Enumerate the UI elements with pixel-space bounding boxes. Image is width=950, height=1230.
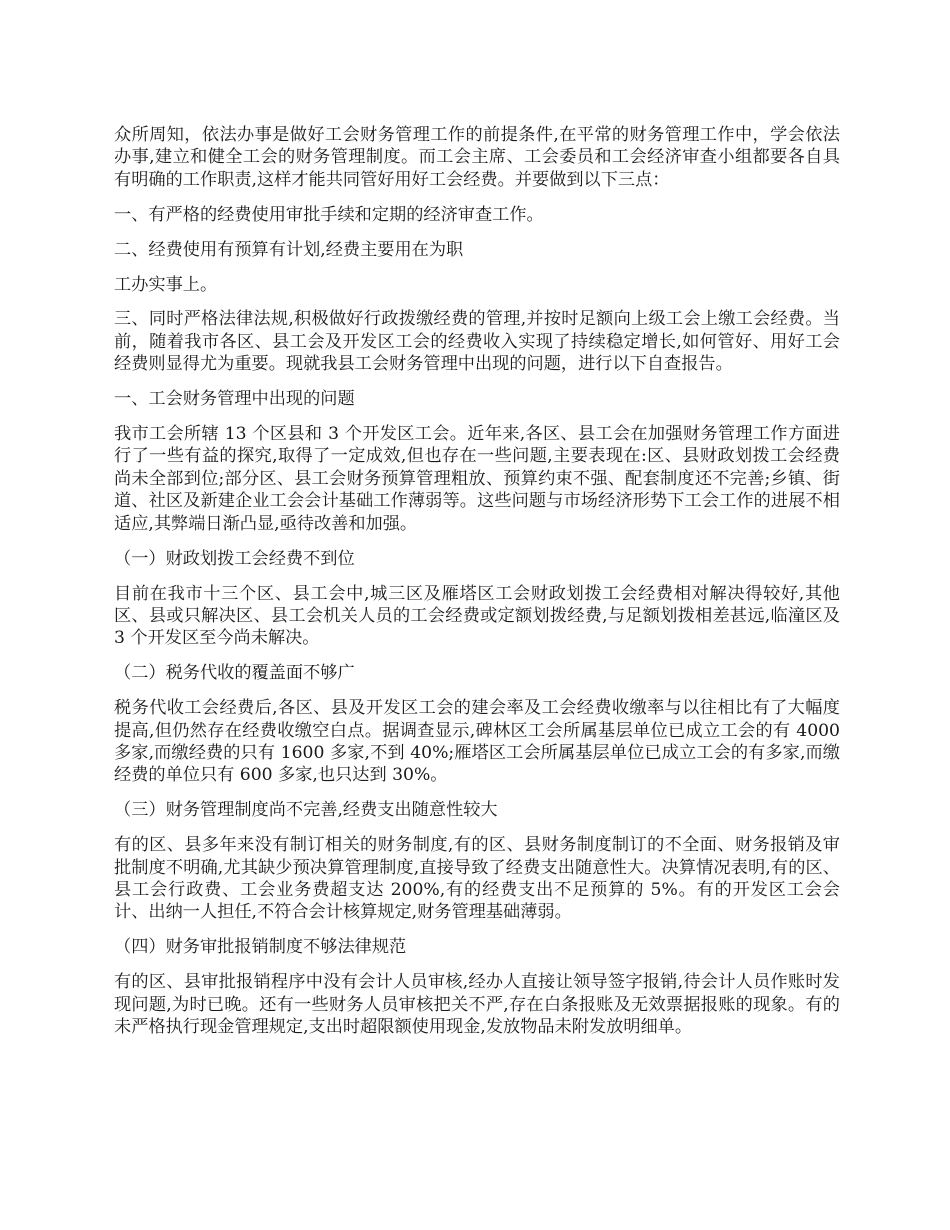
- point-one: 一、有严格的经费使用审批手续和定期的经济审查工作。: [114, 204, 544, 225]
- subheading-3: （三）财务管理制度尚不完善,经费支出随意性较大: [114, 800, 498, 821]
- point-two-continued: 工办实事上。: [114, 274, 218, 295]
- subheading-2: （二）税务代收的覆盖面不够广: [114, 663, 355, 684]
- problems-overview-paragraph: 我市工会所辖 13 个区县和 3 个开发区工会。近年来,各区、县工会在加强财务管理工作方面进行了一些有益的探究,取得了一定成效,但也存在一些问题,主要表现在:区、县财政划拨工会经费尚未全部到位;部分区、县工会财务预算管理粗放、预算约束不强、配套制度还不完善;乡镇、街道、社区及新建企业工会会计基础工作薄弱等。这些问题与市场经济形势下工会工作的进展不相适应,其弊端日渐凸显,亟待改善和加强。: [114, 424, 840, 534]
- document-body: [114, 124, 840, 1051]
- subsection-3-paragraph: 有的区、县多年来没有制订相关的财务制度,有的区、县财务制度制订的不全面、财务报销及审批制度不明确,尤其缺少预决算管理制度,直接导致了经费支出随意性大。决算情况表明,有的区、县工会行政费、工会业务费超支达 200%,有的经费支出不足预算的 5%。有的开发区工会会计、出纳一人担任,不符合会计核算规定,财务管理基础薄弱。: [114, 835, 840, 923]
- subsection-4-paragraph: 有的区、县审批报销程序中没有会计人员审核,经办人直接让领导签字报销,待会计人员作账时发现问题,为时已晚。还有一些财务人员审核把关不严,存在白条报账及无效票据报账的现象。有的未严格执行现金管理规定,支出时超限额使用现金,发放物品未附发放明细单。: [114, 972, 840, 1037]
- subsection-2-paragraph: 税务代收工会经费后,各区、县及开发区工会的建会率及工会经费收缴率与以往相比有了大幅度提高,但仍然存在经费收缴空白点。据调查显示,碑林区工会所属基层单位已成立工会的有 4000 多家,而缴经费的只有 1600 多家,不到 40%;雁塔区工会所属基层单位已成立工会的有多家,而缴经费的单位只有 600 多家,也只达到 30%。: [114, 698, 840, 786]
- section-heading-problems: 一、工会财务管理中出现的问题: [114, 389, 355, 410]
- point-two: 二、经费使用有预算有计划,经费主要用在为职: [114, 239, 464, 260]
- subheading-1: （一）财政划拨工会经费不到位: [114, 548, 355, 569]
- point-three: 三、同时严格法律法规,积极做好行政拨缴经费的管理,并按时足额向上级工会上缴工会经费。当前，随着我市各区、县工会及开发区工会的经费收入实现了持续稳定增长,如何管好、用好工会经费则显得尤为重要。现就我县工会财务管理中出现的问题，进行以下自查报告。: [114, 309, 840, 375]
- intro-paragraph: 众所周知，依法办事是做好工会财务管理工作的前提条件,在平常的财务管理工作中，学会依法办事,建立和健全工会的财务管理制度。而工会主席、工会委员和工会经济审查小组都要各自具有明确的工作职责,这样才能共同管好用好工会经费。并要做到以下三点：: [114, 125, 840, 190]
- subsection-1-paragraph: 目前在我市十三个区、县工会中,城三区及雁塔区工会财政划拨工会经费相对解决得较好,其他区、县或只解决区、县工会机关人员的工会经费或定额划拨经费,与足额划拨相差甚远,临潼区及 3 个开发区至今尚未解决。: [114, 583, 840, 649]
- subheading-4: （四）财务审批报销制度不够法律规范: [114, 937, 407, 958]
